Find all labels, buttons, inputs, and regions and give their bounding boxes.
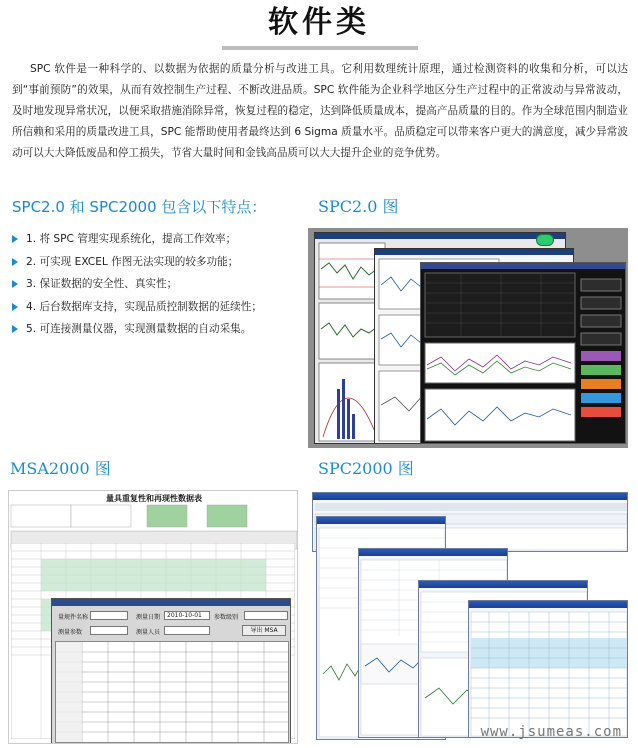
title-underline <box>222 46 418 50</box>
features-list <box>12 228 262 341</box>
site-watermark: www.jsumeas.com <box>480 724 622 740</box>
bullet-arrow-icon <box>12 235 18 243</box>
spc2000-report-window <box>468 600 628 738</box>
caption-spc2000: SPC2000 图 <box>318 459 414 478</box>
dialog-title-bar <box>52 599 290 606</box>
msa-sheet-title: 量具重复性和再现性数据表 <box>106 494 202 503</box>
dialog-data-table <box>55 641 289 743</box>
person-label: 测量人员 <box>136 629 161 636</box>
msa2000-screenshot <box>8 490 298 744</box>
bullet-arrow-icon <box>12 280 18 288</box>
msa-input-dialog <box>51 598 291 744</box>
spc20-data-window <box>420 262 626 444</box>
bullet-arrow-icon <box>12 258 18 266</box>
gauge-name-label: 量规件名称 <box>58 614 89 621</box>
feature-item: 5. 可连接测量仪器，实现测量数据的自动采集。 <box>12 318 262 341</box>
params-label: 参数级别 <box>214 614 239 621</box>
feature-item: 4. 后台数据库支持，实现品质控制数据的延续性； <box>12 296 262 319</box>
export-msa-button[interactable]: 导出 MSA <box>242 625 286 636</box>
bullet-arrow-icon <box>12 303 18 311</box>
features-heading: SPC2.0 和 SPC2000 包含以下特点： <box>12 198 267 216</box>
feature-item: 2. 可实现 EXCEL 作图无法实现的较多功能； <box>12 251 262 274</box>
date-label: 测量日期 <box>136 614 161 621</box>
params-input[interactable] <box>244 611 288 620</box>
caption-spc20: SPC2.0 图 <box>318 197 399 216</box>
person-input[interactable] <box>164 626 210 635</box>
gauge-name-input[interactable] <box>90 611 128 620</box>
count-label: 测量参数 <box>58 629 83 636</box>
spc2000-screenshot <box>308 490 630 744</box>
bullet-arrow-icon <box>12 325 18 333</box>
caption-msa2000: MSA2000 图 <box>10 459 111 478</box>
page-title: 软件类 <box>268 5 370 40</box>
feature-item: 3. 保证数据的安全性、真实性； <box>12 273 262 296</box>
spc20-screenshot <box>308 228 628 448</box>
count-input[interactable] <box>90 626 128 635</box>
status-light-icon <box>536 234 554 246</box>
feature-item: 1. 将 SPC 管理实现系统化，提高工作效率； <box>12 228 262 251</box>
date-input[interactable]: 2010-10-01 <box>164 611 210 620</box>
page-header <box>0 0 638 46</box>
intro-paragraph: SPC 软件是一种科学的、以数据为依据的质量分析与改进工具。它利用数理统计原理，通过检测资料的收集和分析，可以达到“事前预防”的效果，从而有效控制生产过程、不断改进品质。SPC 软件能为企业科学地区分生产过程中的正常波动与异常波动，及时地发现异常状况，以便采取措施消除异常，恢复过程的稳定，达到降低质量成本，提高产品质量的目的。作为全球范围内制造业所信赖和采用的质量改进工具，SPC 能帮助使用者最终达到 6 Sigma 质量水平。品质稳定可以带来客户更大的满意度，减少异常波动可以大大降低废品和停工损失，节省大量时间和金钱高品质可以大大提升企业的竞争优势。 <box>12 63 628 159</box>
